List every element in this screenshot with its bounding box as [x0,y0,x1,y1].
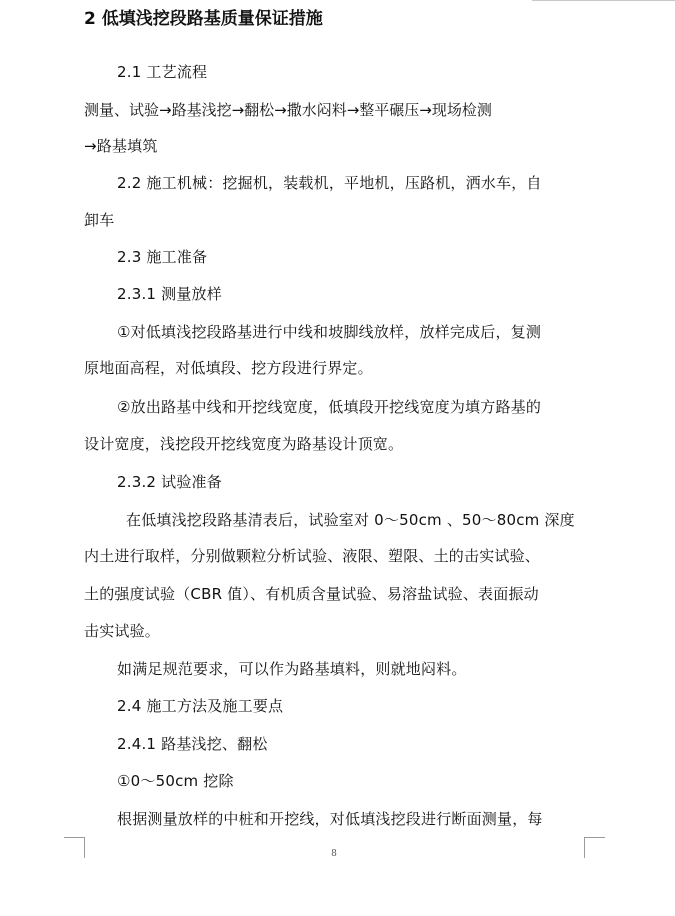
paragraph-line: 内土进行取样，分别做颗粒分析试验、液限、塑限、土的击实试验、 [84,547,541,565]
paragraph-line: →路基填筑 [84,137,158,155]
paragraph-line: 根据测量放样的中桩和开挖线，对低填浅挖段进行断面测量，每 [117,810,543,828]
paragraph-line: 2.2 施工机械：挖掘机，装载机，平地机，压路机，洒水车，自 [117,174,542,192]
subsection-title: 2.4 施工方法及施工要点 [117,697,284,715]
subsection-title: 2.3.1 测量放样 [117,285,222,303]
subsection-title: 2.3.2 试验准备 [117,473,222,491]
paragraph-line: 如满足规范要求，可以作为路基填料，则就地闷料。 [117,660,467,678]
subsection-title: 2.4.1 路基浅挖、翻松 [117,735,268,753]
margin-corner-mark-right [584,837,605,858]
section-heading: 2 低填浅挖段路基质量保证措施 [84,9,323,29]
paragraph-line: 设计宽度，浅挖段开挖线宽度为路基设计顶宽。 [84,435,404,453]
paragraph-line: ①对低填浅挖段路基进行中线和坡脚线放样，放样完成后，复测 [117,323,542,341]
paragraph-line: 测量、试验→路基浅挖→翻松→撒水闷料→整平碾压→现场检测 [84,101,492,119]
paragraph-line: ①0～50cm 挖除 [117,772,234,790]
paragraph-line: 土的强度试验（CBR 值）、有机质含量试验、易溶盐试验、表面振动 [84,585,539,603]
paragraph-line: 卸车 [84,211,115,229]
page-number: 8 [331,849,337,859]
margin-corner-mark-left [64,837,85,858]
paragraph-line: 原地面高程，对低填段、挖方段进行界定。 [84,359,373,377]
paragraph-line: 在低填浅挖段路基清表后，试验室对 0～50cm 、50～80cm 深度 [126,511,575,529]
paragraph-line: 击实试验。 [84,622,161,640]
subsection-title: 2.3 施工准备 [117,248,208,266]
subsection-title: 2.1 工艺流程 [117,63,208,81]
paragraph-line: ②放出路基中线和开挖线宽度，低填段开挖线宽度为填方路基的 [117,398,542,416]
top-page-edge [532,0,675,1]
